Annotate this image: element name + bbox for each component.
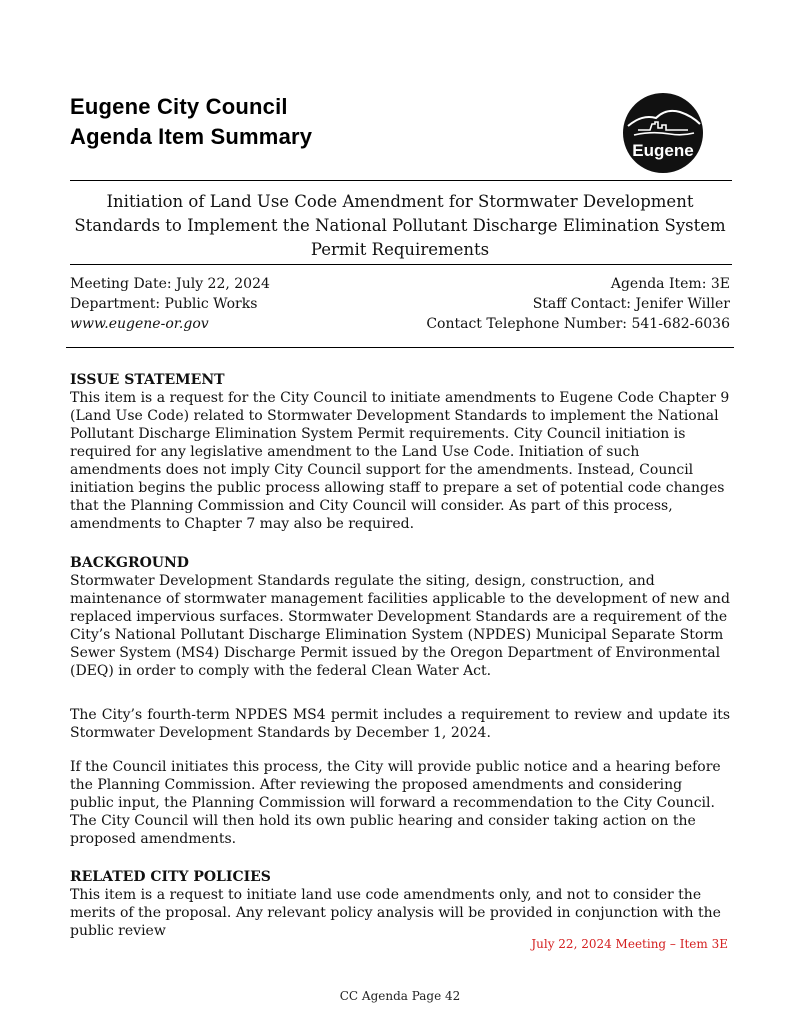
background-heading: BACKGROUND bbox=[70, 555, 189, 571]
title-rule bbox=[70, 264, 732, 265]
issue-section bbox=[70, 371, 730, 533]
policies-heading: RELATED CITY POLICIES bbox=[70, 869, 271, 885]
contact-telephone: Contact Telephone Number: 541-682-6036 bbox=[426, 316, 730, 332]
website-link[interactable]: www.eugene-or.gov bbox=[70, 316, 209, 332]
department: Department: Public Works bbox=[70, 296, 258, 312]
meeting-date: Meeting Date: July 22, 2024 bbox=[70, 276, 270, 292]
background-paragraph-1: Stormwater Development Standards regulate the siting, design, construction, and maintenance of stormwater management facilities applicable to the development of new and replaced impervious surfaces. Stormwater Development Standards are a requirement of the City’s National Pollutant Discharge Elimination System (NPDES) Municipal Separate Storm Sewer System (MS4) Discharge Permit issued by the Oregon Department of Environmental (DEQ) in order to comply with the federal Clean Water Act. bbox=[70, 573, 730, 679]
background-paragraph-3: If the Council initiates this process, the City will provide public notice and a hearing before the Planning Commission. After reviewing the proposed amendments and considering public input, the Planning Commission will forward a recommendation to the City Council. The City Council will then hold its own public hearing and consider taking action on the proposed amendments. bbox=[70, 759, 721, 847]
meta-block bbox=[70, 274, 730, 334]
meta-row-1 bbox=[70, 274, 730, 294]
background-paragraph-2: The City’s fourth-term NPDES MS4 permit includes a requirement to review and update its Stormwater Development Standards by December 1, 2024. bbox=[70, 707, 730, 741]
meta-row-3 bbox=[70, 314, 730, 334]
agenda-item: Agenda Item: 3E bbox=[610, 276, 730, 292]
meta-rule bbox=[66, 347, 734, 348]
issue-text: This item is a request for the City Council to initiate amendments to Eugene Code Chapter 9 (Land Use Code) related to Stormwater Development Standards to implement the National Pollutant Discharge Elimination System Permit requirements. City Council initiation is required for any legislative amendment to the Land Use Code. Initiation of such amendments does not imply City Council support for the amendments. Instead, Council initiation begins the public process allowing staff to prepare a set of potential code changes that the Planning Commission and City Council will consider. As part of this process, amendments to Chapter 7 may also be required. bbox=[70, 390, 730, 532]
header-rule bbox=[70, 180, 732, 181]
summary-title: Agenda Item Summary bbox=[70, 124, 313, 149]
meeting-reference: July 22, 2024 Meeting – Item 3E bbox=[531, 937, 728, 951]
policies-section bbox=[70, 868, 730, 940]
background-paragraph-3-block bbox=[70, 758, 730, 848]
council-title: Eugene City Council bbox=[70, 94, 288, 119]
item-title: Initiation of Land Use Code Amendment for Stormwater Development Standards to Implement the National Pollutant Discharge Elimination System Permit Requirements bbox=[74, 192, 726, 259]
staff-contact: Staff Contact: Jenifer Willer bbox=[532, 296, 730, 312]
meta-row-2 bbox=[70, 294, 730, 314]
issue-heading: ISSUE STATEMENT bbox=[70, 372, 225, 388]
background-section bbox=[70, 554, 730, 680]
logo-text: Eugene bbox=[632, 141, 694, 160]
background-paragraph-2-block bbox=[70, 706, 730, 742]
eugene-logo bbox=[622, 92, 704, 174]
page-label: CC Agenda Page 42 bbox=[339, 989, 461, 1003]
document-header bbox=[70, 92, 710, 152]
policies-text: This item is a request to initiate land use code amendments only, and not to consider the merits of the proposal. Any relevant policy analysis will be provided in conjunction with the public review bbox=[70, 887, 721, 939]
